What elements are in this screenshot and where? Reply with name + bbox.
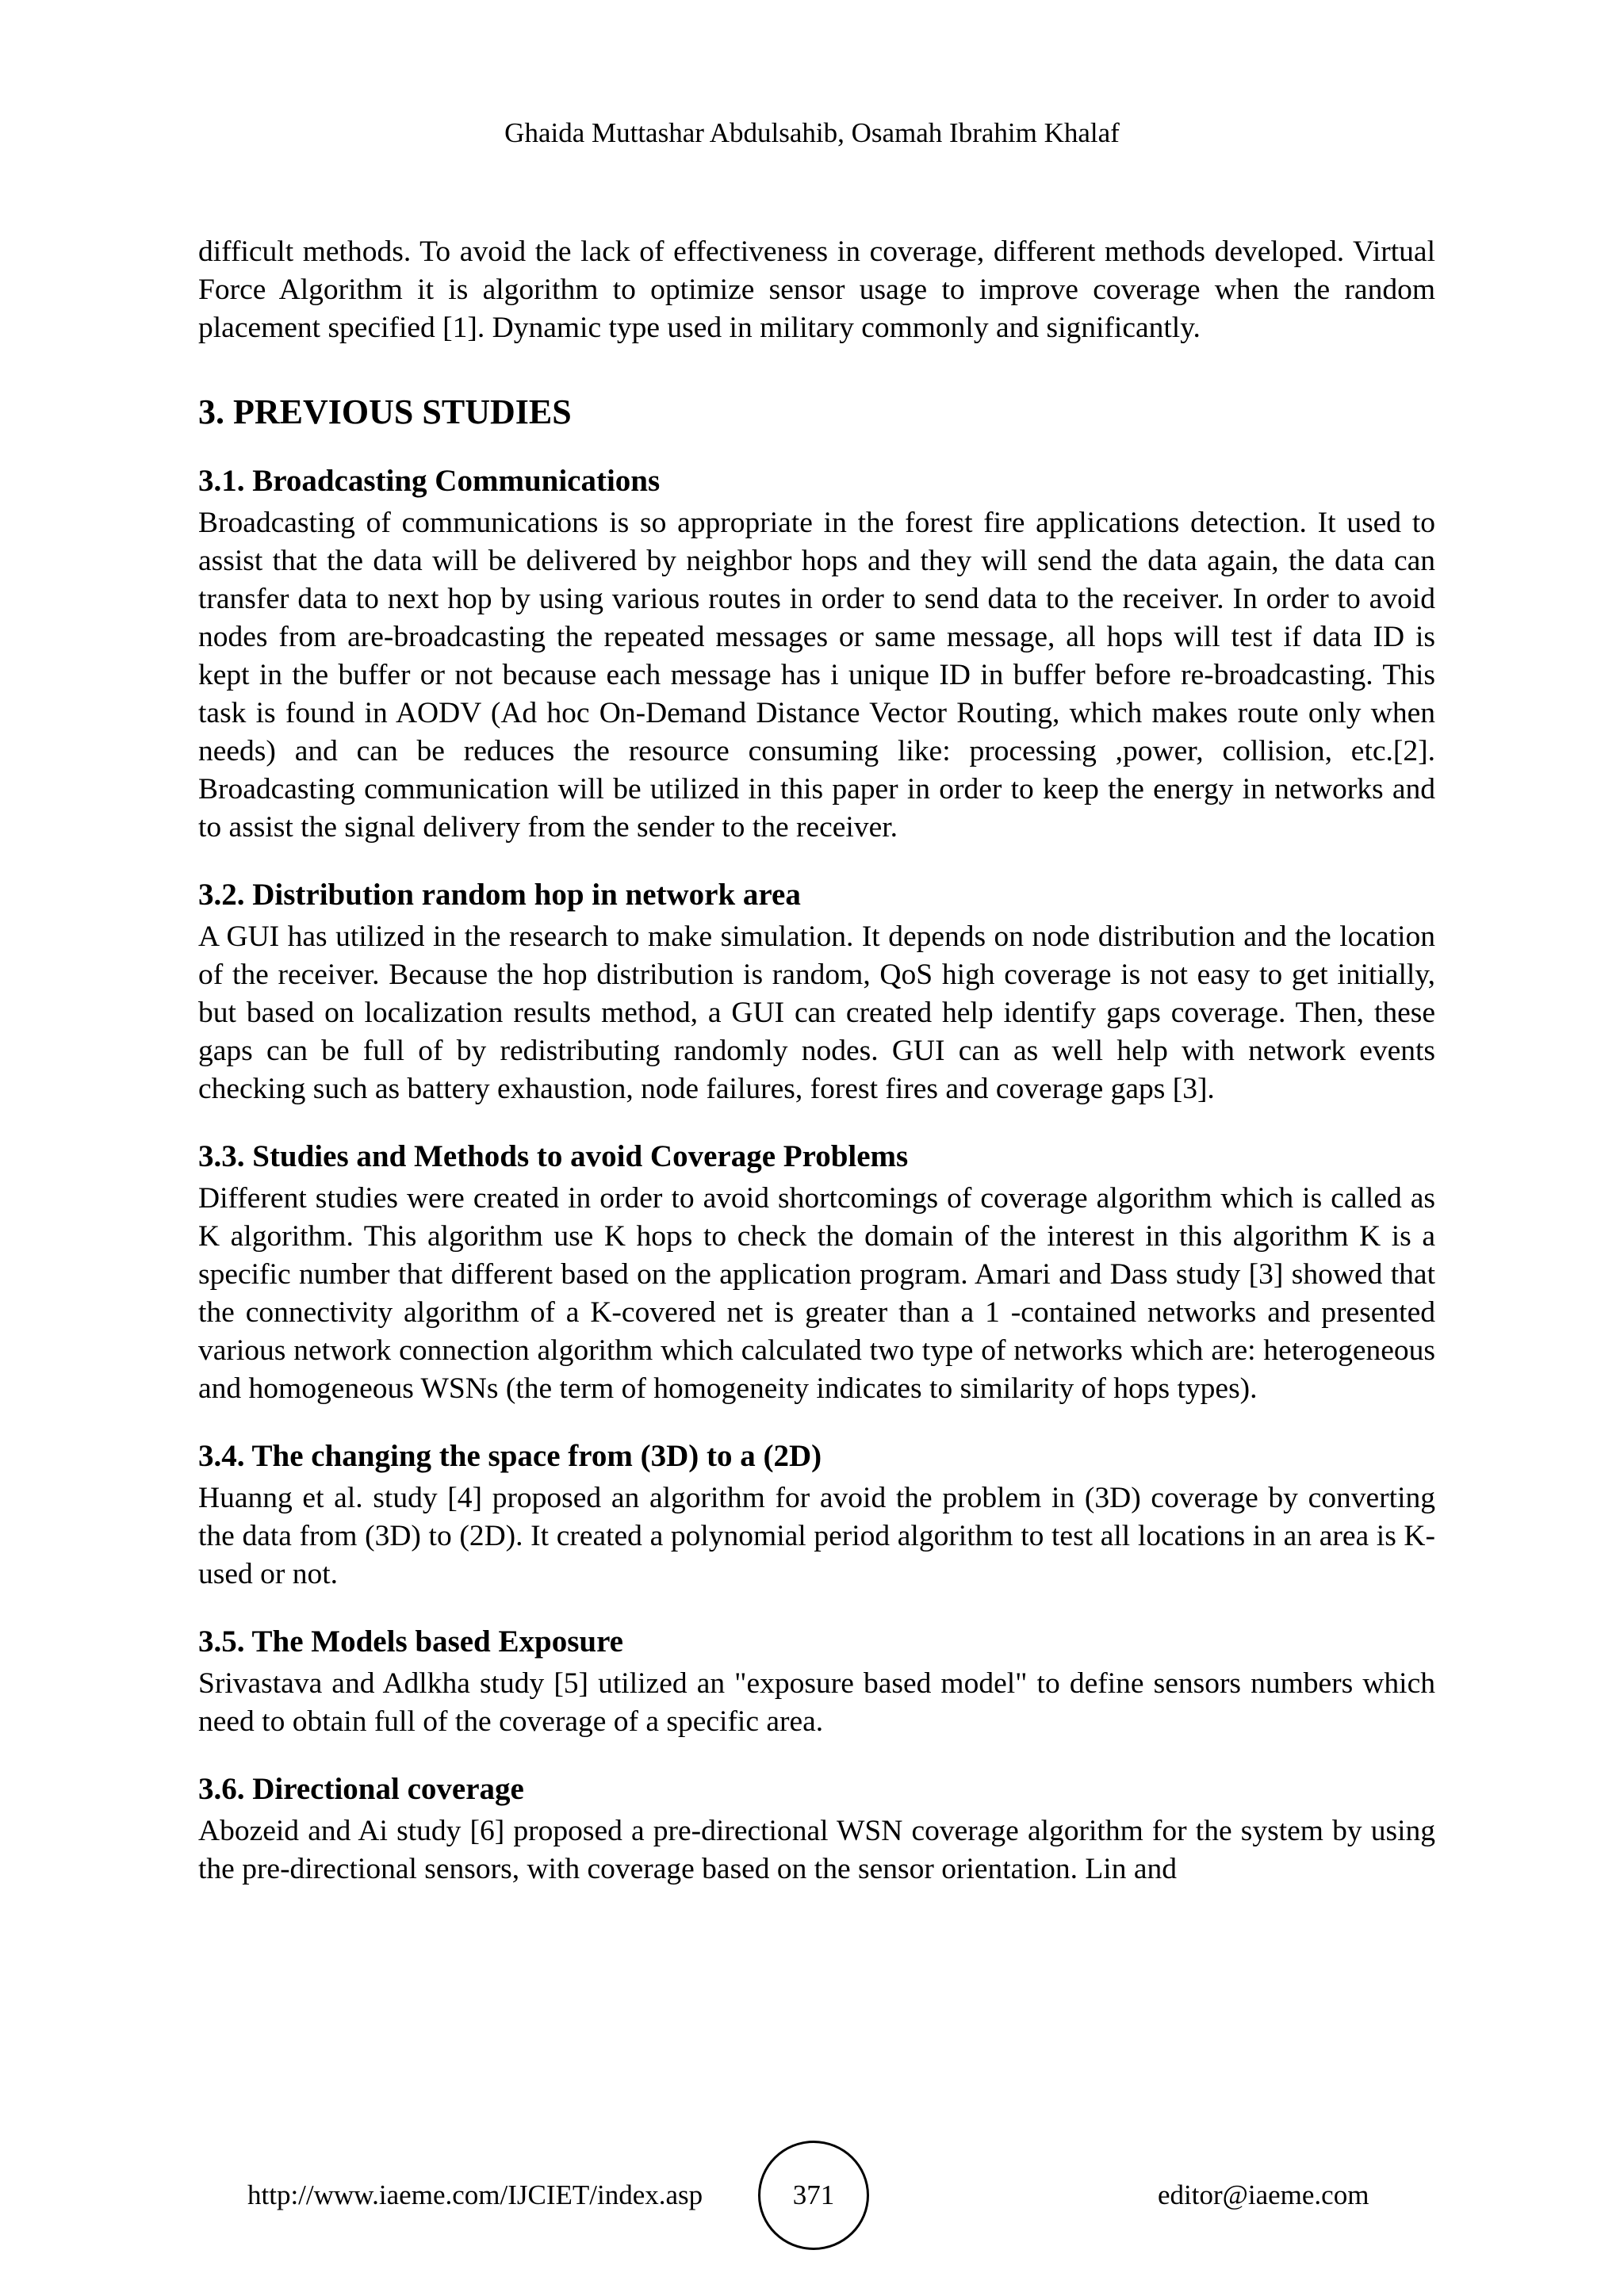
intro-paragraph: difficult methods. To avoid the lack of effectiveness in coverage, different methods developed. Virtual Force Algorithm it is algorithm to optimize sensor usage to improve coverage when the random placement specified [1]. Dynamic type used in military commonly and significantly. [198,235,1435,344]
footer-url-link[interactable]: http://www.iaeme.com/IJCIET/index.asp [247,2179,703,2210]
subsection-title-3d-to-2d: 3.4. The changing the space from (3D) to a (2D) [198,1439,822,1473]
subsection-title-exposure-models: 3.5. The Models based Exposure [198,1624,623,1659]
section-title: 3. PREVIOUS STUDIES [198,392,572,431]
subsection-text-exposure-models: Srivastava and Adlkha study [5] utilized an "exposure based model" to define sensors numbers which need to obtain full of the coverage of a specific area. [198,1667,1435,1738]
footer-email-link[interactable]: editor@iaeme.com [1158,2179,1369,2210]
subsection-text-directional-coverage: Abozeid and Ai study [6] proposed a pre-directional WSN coverage algorithm for the system by using the pre-directional sensors, with coverage based on the sensor orientation. Lin and [198,1815,1435,1885]
page-footer [0,2141,1624,2253]
page-number-circle [758,2141,869,2250]
subsection-text-3d-to-2d: Huanng et al. study [4] proposed an algorithm for avoid the problem in (3D) coverage by converting the data from (3D) to (2D). It created a polynomial period algorithm to test all locations in an area is K-used or not. [198,1482,1435,1590]
subsection-title-directional-coverage: 3.6. Directional coverage [198,1772,524,1806]
subsection-title-distribution: 3.2. Distribution random hop in network area [198,878,801,912]
page-number: 371 [792,2179,835,2210]
subsection-text-distribution: A GUI has utilized in the research to make simulation. It depends on node distribution and the location of the receiver. Because the hop distribution is random, QoS high coverage is not easy to get initially, but based on localization results method, a GUI can created help identify gaps coverage. Then, these gaps can be full of by redistributing randomly nodes. GUI can as well help with network events checking such as battery exhaustion, node failures, forest fires and coverage gaps [3]. [198,920,1435,1105]
subsection-text-coverage-problems: Different studies were created in order to avoid shortcomings of coverage algorithm which is called as K algorithm. This algorithm use K hops to check the domain of the interest in this algorithm K is a specific number that different based on the application program. Amari and Dass study [3] showed that the connectivity algorithm of a K-covered net is greater than a 1 -contained networks and presented various network connection algorithm which calculated two type of networks which are: heterogeneous and homogeneous WSNs (the term of homogeneity indicates to similarity of hops types). [198,1182,1435,1405]
running-header: Ghaida Muttashar Abdulsahib, Osamah Ibrahim Khalaf [504,117,1120,148]
subsection-title-broadcasting: 3.1. Broadcasting Communications [198,464,661,498]
page-body [198,233,1435,1888]
subsection-title-coverage-problems: 3.3. Studies and Methods to avoid Coverage Problems [198,1139,909,1173]
subsection-text-broadcasting: Broadcasting of communications is so appropriate in the forest fire applications detection. It used to assist that the data will be delivered by neighbor hops and they will send the data again, the data can transfer data to next hop by using various routes in order to send data to the receiver. In order to avoid nodes from are-broadcasting the repeated messages or same message, all hops will test if data ID is kept in the buffer or not because each message has i unique ID in buffer before re-broadcasting. This task is found in AODV (Ad hoc On-Demand Distance Vector Routing, which makes route only when needs) and can be reduces the resource consuming like: processing ,power, collision, etc.[2]. Broadcasting communication will be utilized in this paper in order to keep the energy in networks and to assist the signal delivery from the sender to the receiver. [198,507,1435,844]
